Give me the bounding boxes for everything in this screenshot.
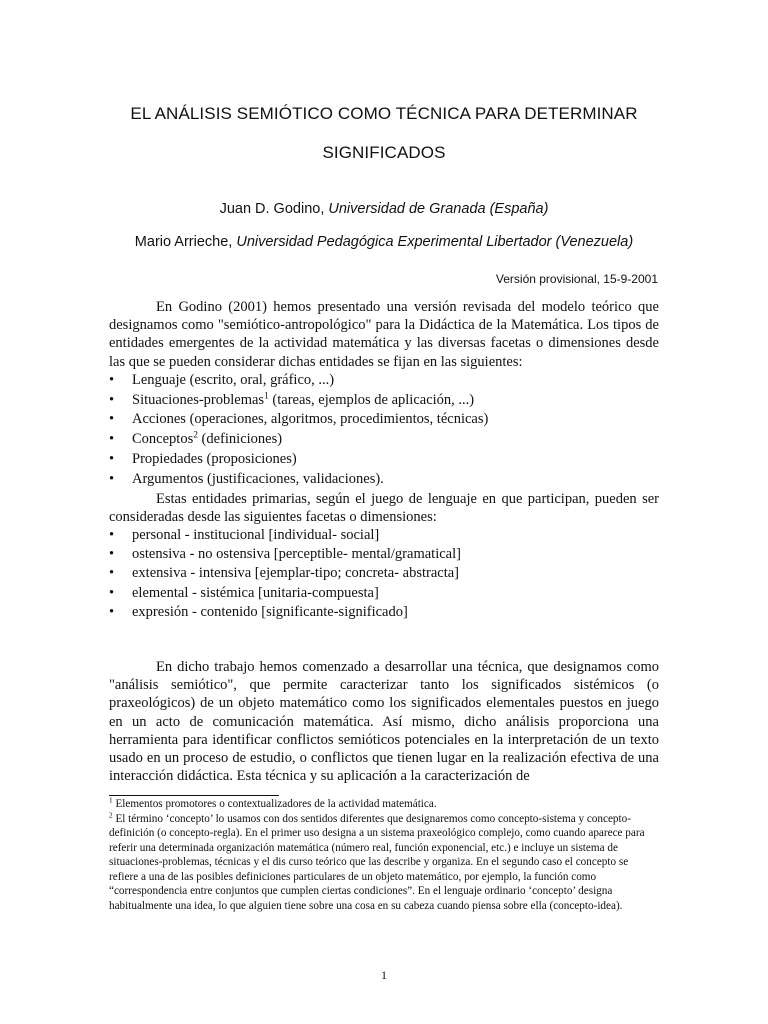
list-item: • Propiedades (proposiciones) bbox=[109, 450, 659, 470]
author-2: Mario Arrieche, Universidad Pedagógica Experimental Libertador (Venezuela) bbox=[134, 234, 634, 250]
author-2-affiliation: Universidad Pedagógica Experimental Libertador (Venezuela) bbox=[236, 234, 634, 250]
footnote-divider bbox=[109, 795, 279, 796]
list-item: • extensiva - intensiva [ejemplar-tipo; concreta- abstracta] bbox=[109, 564, 659, 583]
bullet-icon: • bbox=[109, 584, 115, 601]
bullet-icon: • bbox=[109, 546, 115, 563]
list-item: • Acciones (operaciones, algoritmos, procedimientos, técnicas) bbox=[109, 410, 659, 430]
intro-paragraph: En Godino (2001) hemos presentado una versión revisada del modelo teórico que designamos como "semiótico-antropológico" para la Didáctica de la Matemática. Los tipos de entidades emergentes de la actividad matemática y las diversas facetas o dimensiones desde las que se pueden considerar dichas entidades se fijan en las siguientes: bbox=[109, 299, 659, 370]
list-item: • expresión - contenido [significante-significado] bbox=[109, 603, 659, 622]
list-item: • Argumentos (justificaciones, validaciones). bbox=[109, 470, 659, 490]
footnote-2: $^2$ El término ‘concepto’ lo usamos con dos sentidos diferentes que designaremos como concepto-sistema y concepto-definición (o concepto-regla). En el primer uso designa a un sistema praxeológico complejo, como cuando aparece para referir una determinada organización matemática (número real, función exponencial, etc.) e incluye un sistema de situaciones-problemas, técnicas y el dis curso teórico que las describe y organiza. En el segundo caso el concepto se refiere a una de las posibles definiciones particulares de un objeto matemático, por ejemplo, la función como “correspondencia entre conjuntos que cumplen ciertas condiciones”. En el lenguaje ordinario ‘concepto’ designa habitualmente una idea, lo que alguien tiene sobre una cosa en su cabeza cuando piensa sobre ella (concepto-idea). bbox=[109, 811, 645, 912]
body-section-2 bbox=[109, 658, 659, 785]
footnotes bbox=[109, 797, 657, 913]
technique-paragraph: En dicho trabajo hemos comenzado a desarrollar una técnica, que designamos como "análisis semiótico", que permite caracterizar tanto los significados sistémicos (o praxeológicos) de un objeto matemático como los significados elementales puestos en juego en un acto de comunicación matemática. Así mismo, dicho análisis proporciona una herramienta para identificar conflictos semióticos potenciales en la interpretación de un texto usado en un proceso de estudio, o conflictos que tienen lugar en la realización efectiva de una interacción didáctica. Esta técnica y su aplicación a la caracterización de bbox=[109, 659, 659, 785]
bullet-icon: • bbox=[109, 391, 115, 408]
version-note: Versión provisional, 15-9-2001 bbox=[495, 272, 658, 286]
facets-list bbox=[109, 526, 659, 622]
footnote-ref[interactable]: 1 bbox=[264, 390, 269, 401]
bullet-icon: • bbox=[109, 371, 115, 388]
facets-paragraph: Estas entidades primarias, según el juego de lenguaje en que participan, pueden ser consideradas desde las siguientes facetas o dimensiones: bbox=[109, 490, 659, 525]
list-item: • Lenguaje (escrito, oral, gráfico, ...) bbox=[109, 371, 659, 391]
title-line-2: SIGNIFICADOS bbox=[322, 143, 446, 162]
list-item: • personal - institucional [individual- social] bbox=[109, 526, 659, 545]
bullet-icon: • bbox=[109, 431, 115, 448]
bullet-icon: • bbox=[109, 411, 115, 428]
list-item: • Situaciones-problemas$^1$ (tareas, ejemplos de aplicación, ...) bbox=[109, 391, 659, 411]
bullet-icon: • bbox=[109, 527, 115, 543]
bullet-icon: • bbox=[109, 603, 115, 620]
footnote-1: $^1$ Elementos promotores o contextualizadores de la actividad matemática. bbox=[109, 796, 437, 810]
list-item: • Conceptos$^2$ (definiciones) bbox=[109, 430, 659, 450]
bullet-icon: • bbox=[109, 451, 115, 467]
bullet-icon: • bbox=[109, 470, 115, 487]
author-1-name: Juan D. Godino bbox=[219, 201, 321, 217]
footnote-ref[interactable]: 2 bbox=[193, 430, 198, 441]
page-number: 1 bbox=[381, 968, 387, 982]
author-1: Juan D. Godino, Universidad de Granada (España) bbox=[219, 201, 549, 217]
author-2-name: Mario Arrieche bbox=[134, 234, 229, 250]
title-line-1: EL ANÁLISIS SEMIÓTICO COMO TÉCNICA PARA DETERMINAR bbox=[130, 104, 638, 123]
entities-list bbox=[109, 371, 659, 490]
list-item: • ostensiva - no ostensiva [perceptible- mental/gramatical] bbox=[109, 545, 659, 564]
list-item: • elemental - sistémica [unitaria-compuesta] bbox=[109, 584, 659, 603]
bullet-icon: • bbox=[109, 565, 115, 582]
body-section-1 bbox=[109, 298, 659, 622]
author-1-affiliation: Universidad de Granada (España) bbox=[328, 201, 549, 217]
